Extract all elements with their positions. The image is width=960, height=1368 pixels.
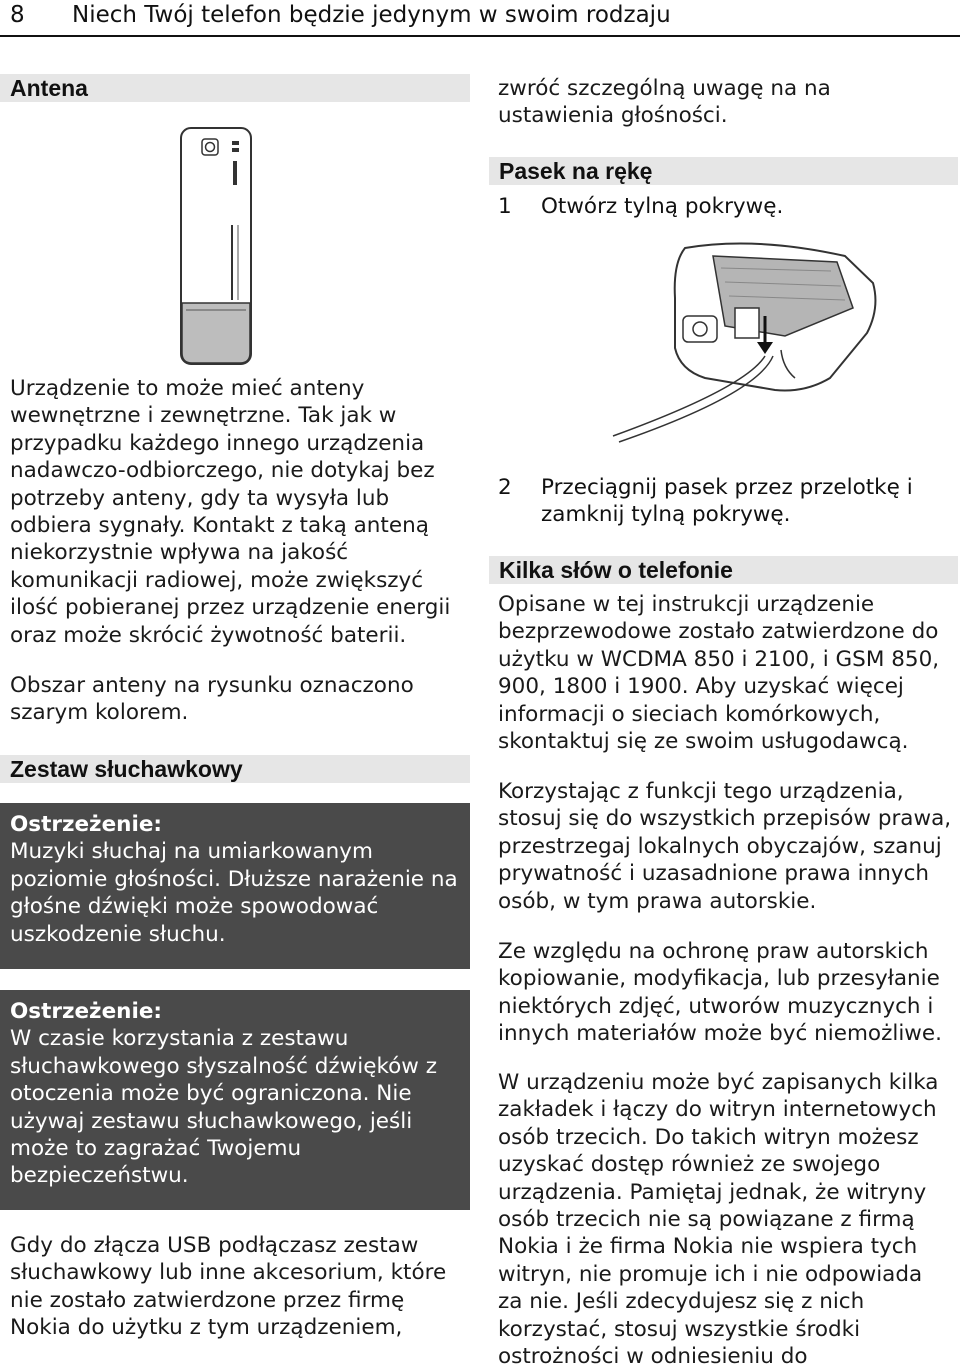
antenna-paragraph-1: Urządzenie to może mieć anteny wewnętrzne i zewnętrzne. Tak jak w przypadku każdego innego urządzenia nadawczo-odbiorczego, nie dotykaj bez potrzeby anteny, gdy ta wysyła lub odbiera sygnały. Kontakt z taką anteną niekorzystnie wpływa na jakość komunikacji radiowej, może zwiększyć ilość pobieranej przez urządzenie energii oraz może skrócić żywotność baterii. <box>10 376 451 648</box>
warning-title: Ostrzeżenie: <box>10 999 163 1024</box>
strap-illustration <box>605 238 880 443</box>
antenna-heading: Antena <box>0 74 470 102</box>
step-number: 2 <box>498 475 512 500</box>
warning-text: W czasie korzystania z zestawu słuchawkowego słyszalność dźwięków z otoczenia może być ograniczona. Nie używaj zestawu słuchawkowego, jeśli może to zagrażać Twojemu bezpieczeństwu. <box>10 1026 437 1189</box>
step-text: Otwórz tylną pokrywę. <box>541 194 784 219</box>
about-paragraph-2: Korzystając z funkcji tego urządzenia, stosuj się do wszystkich przepisów prawa, przestrzegaj lokalnych obyczajów, szanuj prywatność i uzasadnione prawa innych osób, w tym prawa autorskie. <box>498 779 952 914</box>
warning-text: Muzyki słuchaj na umiarkowanym poziomie głośności. Dłuższe narażenie na głośne dźwięki może spowodować uszkodzenie słuchu. <box>10 839 458 947</box>
headset-paragraph: Gdy do złącza USB podłączasz zestaw słuchawkowy lub inne akcesorium, które nie zostało zatwierdzone przez firmę Nokia do użytku z tym urządzeniem, <box>10 1233 447 1341</box>
phone-back-illustration <box>178 125 254 367</box>
warning-box-2 <box>0 990 470 1210</box>
about-paragraph-4: W urządzeniu może być zapisanych kilka zakładek i łączy do witryn internetowych osób trzecich. Do takich witryn możesz uzyskać dostęp również ze swojego urządzenia. Pamiętaj jednak, że witryny osób trzecich nie są powiązane z firmą Nokia i że firma Nokia nie wspiera tych witryn, nie promuje ich i nie odpowiada za nie. Jeśli zdecydujesz się z nich korzystać, stosuj wszystkie środki ostrożności w odniesieniu do <box>498 1070 939 1368</box>
warning-box-1 <box>0 803 470 969</box>
page-header <box>0 0 960 37</box>
strap-heading: Pasek na rękę <box>489 157 958 185</box>
about-heading: Kilka słów o telefonie <box>489 556 958 584</box>
page-number: 8 <box>10 2 25 28</box>
headset-heading: Zestaw słuchawkowy <box>0 755 470 783</box>
continuation-paragraph: zwróć szczególną uwagę na na ustawienia głośności. <box>498 76 831 129</box>
step-text: Przeciągnij pasek przez przelotkę i zamknij tylną pokrywę. <box>541 475 913 528</box>
about-paragraph-1: Opisane w tej instrukcji urządzenie bezprzewodowe zostało zatwierdzone do użytku w WCDMA 850 i 2100, i GSM 850, 900, 1800 i 1900. Aby uzyskać więcej informacji o sieciach komórkowych, skontaktuj się ze swoim usługodawcą. <box>498 592 940 755</box>
chapter-title: Niech Twój telefon będzie jedynym w swoim rodzaju <box>72 2 671 28</box>
step-number: 1 <box>498 194 512 219</box>
antenna-paragraph-2: Obszar anteny na rysunku oznaczono szarym kolorem. <box>10 673 414 726</box>
about-paragraph-3: Ze względu na ochronę praw autorskich kopiowanie, modyfikacja, lub przesyłanie niektórych zdjęć, utworów muzycznych i innych materiałów może być niemożliwe. <box>498 939 942 1047</box>
warning-title: Ostrzeżenie: <box>10 812 163 837</box>
step-2 <box>498 474 958 530</box>
step-1 <box>498 193 958 221</box>
